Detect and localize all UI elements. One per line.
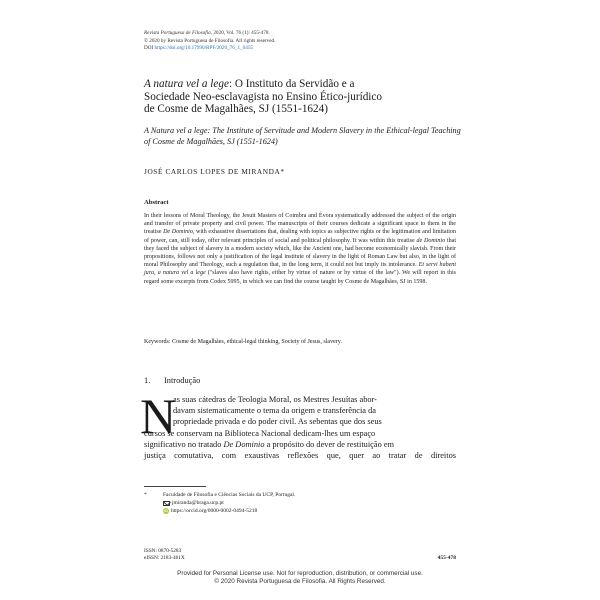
footnote-email[interactable]: jmiranda@braga.ucp.pt <box>172 500 224 506</box>
author-name: JOSÉ CARLOS LOPES DE MIRANDA* <box>144 167 285 176</box>
intro-line-5-em: De Dominio <box>223 439 265 449</box>
footnote-mark: * <box>144 492 147 498</box>
issn-electronic: eISSN: 2183-461X <box>144 555 185 561</box>
abstract-em-1: De Dominio <box>163 229 193 236</box>
footnote-email-row <box>144 499 456 507</box>
abstract-text-1: In their lessons of Moral Theology, the Jesuit Masters of Coimbra and Évora systematically addressed the subject of the origin and transfer of private property and civil power. The manuscripts of their courses dedicate a significant space to them in the treatise <box>144 213 456 236</box>
abstract-text-3: that they faced the subject of slavery in a modern society which, like the Ancient one, had become economically slavish. From their propositions, follows not only a justification of the legal institute of slavery in the light of Roman Law but also, in the light of moral Philosophy and Theology, such a regulation that, in the long term, it could not but imply its intolerance. <box>144 237 456 269</box>
copyright-line: © 2020 by Revista Portuguesa de Filosofia. All rights reserved. <box>144 37 276 44</box>
orcid-icon: iD <box>164 509 168 513</box>
doi-label: DOI <box>144 45 155 52</box>
footnote-rule <box>144 486 206 487</box>
article-title-portuguese <box>144 78 464 116</box>
intro-line-3: propriedade privada e do poder civil. As sebentas que dos seus <box>173 417 382 427</box>
abstract-heading: Abstract <box>144 199 169 206</box>
article-title-english: A Natura vel a lege: The Institute of Servitude and Modern Slavery in the Ethical-legal Teaching of Cosme de Magalhães, SJ (1551-1624) <box>144 126 461 146</box>
license-footer <box>0 570 600 586</box>
license-line-1: Provided for Personal License use. Not for reproduction, distribution, or commercial use. <box>177 570 423 577</box>
intro-line-4: cursos se conservam na Biblioteca Nacional dedicam-lhes um espaço <box>144 428 376 438</box>
intro-line-5 <box>144 439 456 450</box>
abstract-text-4: ("slaves also have rights, either by virtue of nature or by virtue of the law"). We will report in this regard some excerpts from Codex 5995, in which we can find the course taught by Cosme de Magalhães, SJ in 1598. <box>144 270 456 285</box>
abstract-em-2: de Dominio <box>416 237 446 244</box>
intro-line-5-b: a propósito do dever de restituição em <box>264 439 395 449</box>
section-number: 1. <box>144 376 151 385</box>
footnote <box>144 491 456 515</box>
page-range: 455-478 <box>437 555 456 561</box>
intro-line-2: davam sistematicamente o tema da origem e transferência da <box>173 406 376 416</box>
footnote-orcid-row <box>144 507 456 515</box>
title-line-2: Sociedade Neo-esclavagista no Ensino Ético-jurídico <box>144 90 382 103</box>
title-line-3: de Cosme de Magalhães, SJ (1551-1624) <box>144 103 328 116</box>
abstract-body <box>144 212 456 286</box>
footnote-affiliation: Faculdade de Filosofia e Ciências Sociais da UCP, Portugal. <box>163 492 296 498</box>
issn-block <box>144 548 185 562</box>
intro-line-5-a: significativo no tratado <box>144 439 224 449</box>
citation: , 2020, Vol. 76 (1): 455-478. <box>210 30 270 36</box>
section-heading <box>144 376 200 385</box>
journal-name: Revista Portuguesa de Filosofia <box>144 30 211 36</box>
abstract-text-2: , with exhaustive dissertations that, dealing with topics as subjective rights or the legitimation and limitation of power, can, still today, offer relevant principles of social and political philosophy. It was within this treatise <box>144 229 456 244</box>
doi-link[interactable]: https://doi.org/10.17990/RPF/2020_76_1_0455 <box>154 45 254 52</box>
journal-header <box>144 30 275 53</box>
title-rest-1: : O Instituto da Servidão e a <box>228 78 355 90</box>
drop-cap: N <box>140 388 177 444</box>
intro-paragraph <box>144 394 456 461</box>
section-title: Introdução <box>164 376 201 385</box>
license-line-2: © 2020 Revista Portuguesa de Filosofia. All Rights Reserved. <box>214 578 386 585</box>
intro-line-1: as suas cátedras de Teologia Moral, os Mestres Jesuítas abor- <box>173 395 377 404</box>
intro-line-6: justiça comutativa, com exaustivas reflexões que, quer ao tratar de direitos <box>144 451 456 461</box>
keywords: Keywords: Cosme de Magalhães, ethical-legal thinking, Society of Jesus, slavery. <box>144 339 342 345</box>
envelope-icon <box>163 501 170 506</box>
footnote-orcid[interactable]: https://orcid.org/0000-0002-0494-5218 <box>171 508 258 514</box>
title-italic-part: A natura vel a lege <box>144 78 229 90</box>
issn-print: ISSN: 0870-5283 <box>144 548 182 554</box>
abstract-em-3: Et servi habent jura, a natura vel a lege <box>144 262 456 277</box>
